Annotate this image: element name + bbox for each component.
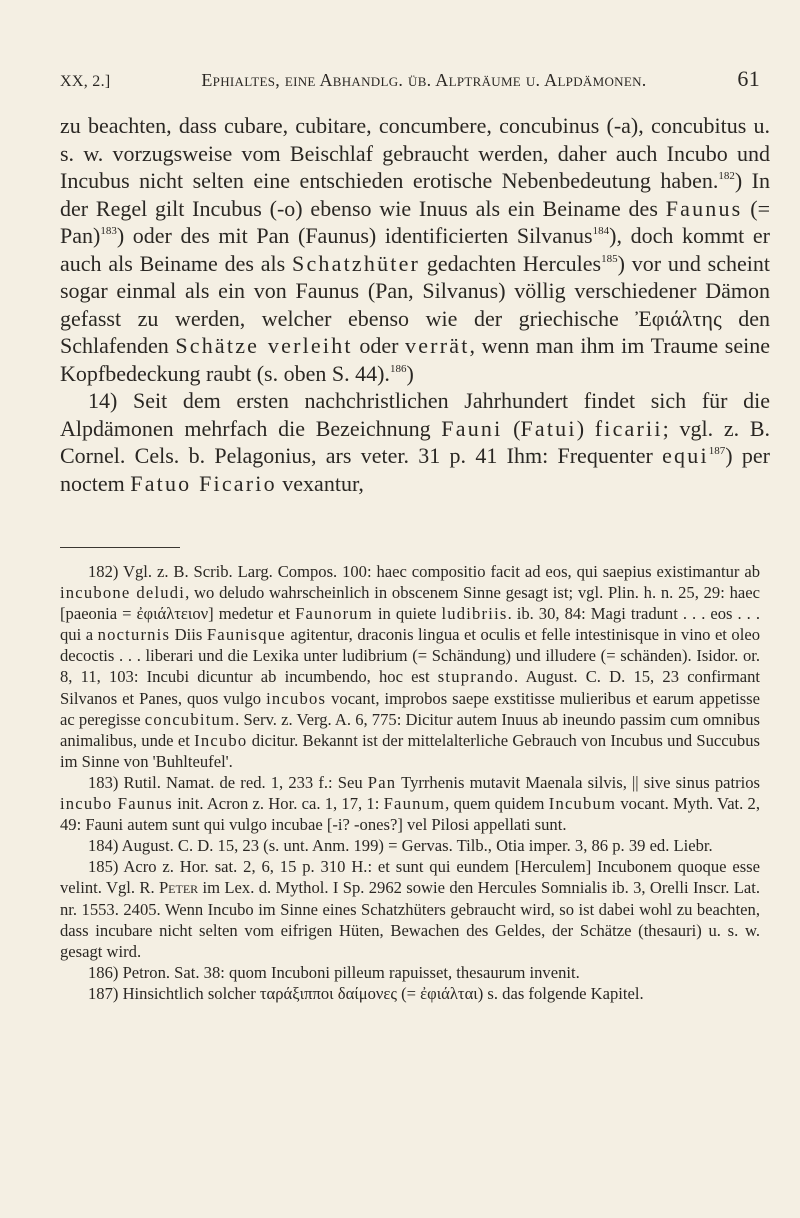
footnote-ref[interactable]: 182 [718,170,735,182]
spaced-word: Schatzhüter [292,250,421,276]
spaced-word: Faunus [665,195,743,221]
footnote-185: 185) Acro z. Hor. sat. 2, 6, 15 p. 310 H.: et sunt qui eundem [Herculem] Incubonem quoque esse velint. Vgl. R. Peter im Lex. d. Mythol. I Sp. 2962 sowie den Hercules Somnialis ib. 3, Orelli Inscr. Lat. nr. 1553. 2405. Wenn Incubo im Sinne eines Schatzhüters gebraucht wird, so ist dabei wohl zu beachten, dass incubare nicht selten vom eifrigen Hüten, Bewachen des Geldes, der Schätze (thesauri) u. s. w. gesagt wird. [60,857,760,961]
main-paragraph: zu beachten, dass cubare, cubitare, concumbere, concubinus (-a), concubitus u. s. w. vorzugsweise vom Beischlaf gebraucht werden, daher auch Incubo und Incubus nicht selten eine entschieden erotische Nebenbedeutung haben.$^{182}$) In der Regel gilt Incubus (-o) ebenso wie Inuus als ein Beiname des Faunus (= Pan)$^{183}$) oder des mit Pan (Faunus) identificierten Silvanus$^{184}$), doch kommt er auch als Beiname des als Schatzhüter gedachten Hercules$^{185}$) vor und scheint sogar einmal als ein von Faunus (Pan, Silvanus) völlig verschiedener Dämon gefasst zu werden, welcher ebenso wie der griechische Ἐφιάλτης den Schlafenden Schätze verleiht oder verrät, wenn man ihm im Traume seine Kopfbedeckung raubt (s. oben S. 44).$^{186}$) [60,113,771,386]
footnote-ref[interactable]: 184 [592,225,610,237]
spaced-word: ficarii [594,415,663,441]
footnote-182: 182) Vgl. z. B. Scrib. Larg. Compos. 100: haec compositio facit ad eos, qui saepius existimantur ab incubone deludi, wo deludo wahrscheinlich in obscenem Sinne gesagt ist; vgl. Plin. h. n. 25, 29: haec [paeonia = ἐφιάλτειον] medetur et Faunorum in quiete ludibriis. ib. 30, 84: Magi tradunt . . . eos . . . qui a nocturnis Diis Faunisque agitentur, draconis lingua et oculis et felle intestinisque in vino et oleo decoctis . . . liberari und die Lexika unter ludibrium (= Schändung) und illudere (= schänden). Isidor. or. 8, 11, 103: Incubi dicuntur ab incumbendo, hoc est stuprando. August. C. D. 15, 23 confirmant Silvanos et Panes, quos vulgo incubos vocant, improbos saepe exstitisse mulieribus et earum appetisse ac peregisse concubitum. Serv. z. Verg. A. 6, 775: Dicitur autem Inuus ab ineundo passim cum omnibus animalibus, unde et Incubo dicitur. Bekannt ist der mittelalterliche Gebrauch von Incubus und Succubus im Sinne von 'Buhlteufel'. [60,562,761,771]
footnote-ref[interactable]: 185 [601,252,618,265]
running-header [60,66,760,92]
footnote-ref[interactable]: 183 [100,225,117,237]
footnote-184: 184) August. C. D. 15, 23 (s. unt. Anm. 199) = Gervas. Tilb., Otia imper. 3, 86 p. 39 ed. Liebr. [88,836,713,856]
spaced-word: Schätze verleiht [175,333,353,358]
spaced-word: equi [662,443,709,468]
footnote-186: 186) Petron. Sat. 38: quom Incuboni pilleum rapuisset, thesaurum invenit. [88,962,580,982]
spaced-word: Fatui [520,415,577,441]
section-marker: XX, 2.] [60,73,111,90]
footnote-divider [60,547,180,548]
footnote-187: 187) Hinsichtlich solcher ταράξιπποι δαίμονες (= ἐφιάλται) s. das folgende Kapitel. [88,983,644,1003]
footnote-ref[interactable]: 187 [708,445,726,457]
main-paragraph: 14) Seit dem ersten nachchristlichen Jahrhundert findet sich für die Alpdämonen mehrfach die Bezeichnung Fauni (Fatui) ficarii; vgl. z. B. Cornel. Cels. b. Pelagonius, ars veter. 31 p. 41 Ihm: Frequenter equi$^{187}$) per noctem Fatuo Ficario vexantur, [60,388,770,496]
spaced-word: Fatuo Ficario [130,470,277,496]
main-text [60,112,770,497]
spaced-word: Fauni [441,415,503,441]
footnote-ref[interactable]: 186 [389,362,407,375]
footnotes [60,561,760,1004]
spaced-word: verrät [405,333,470,358]
running-title: Ephialtes, eine Abhandlg. üb. Alpträume u. Alpdämonen. [201,70,647,90]
page-number: 61 [737,66,760,91]
footnote-183: 183) Rutil. Namat. de red. 1, 233 f.: Seu Pan Tyrrhenis mutavit Maenala silvis, || sive sinus patrios incubo Faunus init. Acron z. Hor. ca. 1, 17, 1: Faunum, quem quidem Incubum vocant. Myth. Vat. 2, 49: Fauni autem sunt qui vulgo incubae [-i? -ones?] vel Pilosi appellati sunt. [60,772,761,835]
